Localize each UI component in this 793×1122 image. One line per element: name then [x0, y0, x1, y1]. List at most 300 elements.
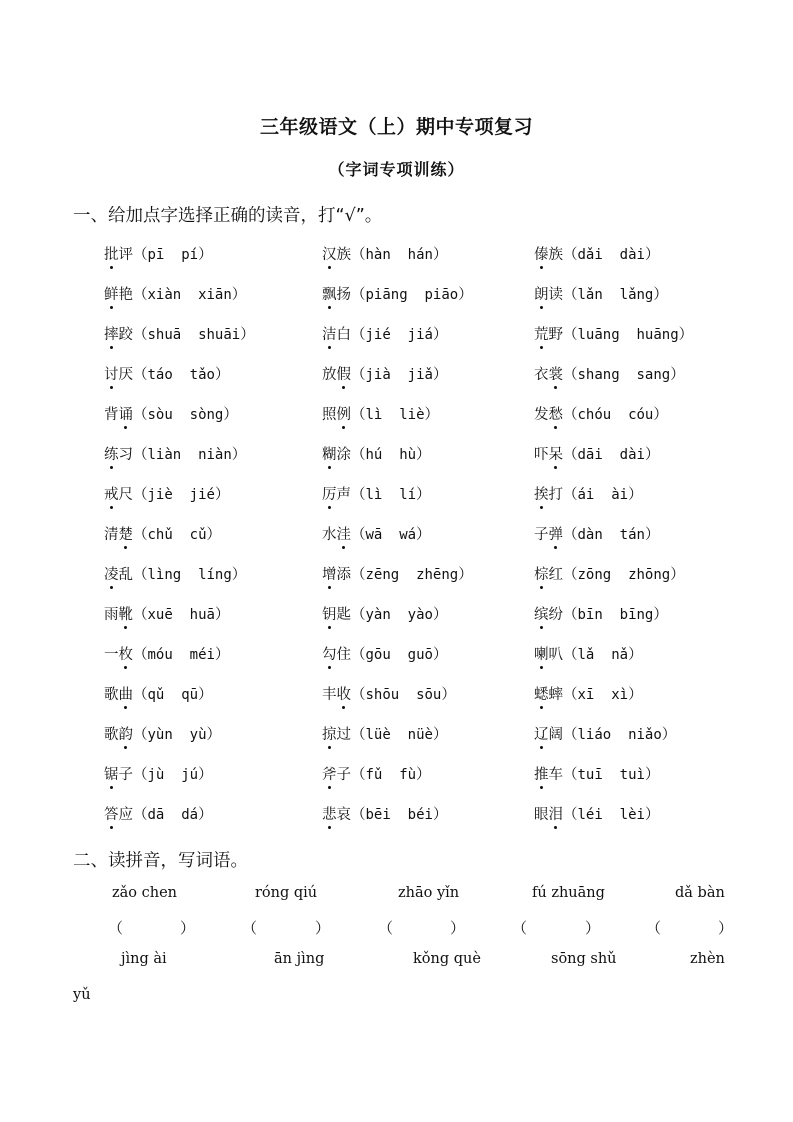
pinyin-options[interactable]: lì liè — [365, 407, 425, 423]
word-char: 扬 — [336, 287, 351, 303]
answer-blank[interactable] — [122, 917, 180, 937]
pronunciation-item — [534, 723, 676, 744]
grid-row — [104, 563, 764, 603]
word-char: 哀 — [336, 807, 351, 823]
word-char: 汉 — [322, 247, 337, 263]
pronunciation-item — [534, 643, 643, 664]
close-paren: ） — [670, 567, 685, 583]
word-char: 蟋 — [534, 687, 549, 703]
pronunciation-item — [104, 323, 255, 344]
grid-row — [104, 523, 764, 563]
word-char: 子 — [118, 767, 133, 783]
pinyin-options[interactable]: móu méi — [147, 647, 215, 663]
open-paren: （ — [351, 807, 366, 823]
pinyin-options[interactable]: fǔ fù — [365, 767, 417, 783]
close-paren: ） — [214, 647, 230, 663]
close-paren: ） — [644, 807, 660, 823]
word-char: 弹 — [548, 527, 563, 543]
pinyin-options[interactable]: tuī tuì — [577, 767, 645, 783]
open-paren: （ — [563, 567, 578, 583]
pinyin-options[interactable]: ái ài — [577, 487, 629, 503]
pinyin-options[interactable]: luāng huāng — [577, 327, 679, 343]
answer-bracket-open: （ — [646, 919, 662, 937]
word-char: 车 — [548, 767, 563, 783]
pronunciation-item — [322, 403, 439, 424]
close-paren: ） — [424, 407, 440, 423]
word-char: 背 — [104, 407, 119, 423]
word-char: 裳 — [548, 367, 563, 383]
pinyin-prompt: dǎ bàn — [675, 885, 725, 901]
open-paren: （ — [133, 327, 148, 343]
word-char: 诵 — [118, 407, 133, 423]
word-char: 假 — [336, 367, 351, 383]
close-paren: ） — [458, 567, 473, 583]
open-paren: （ — [351, 647, 366, 663]
pinyin-options[interactable]: lì lí — [365, 487, 417, 503]
close-paren: ） — [223, 407, 238, 423]
close-paren: ） — [198, 687, 213, 703]
section1-heading: 一、给加点字选择正确的读音，打“√”。 — [73, 206, 383, 226]
pinyin-options[interactable]: lǎ nǎ — [577, 647, 629, 663]
word-char: 添 — [336, 567, 351, 583]
open-paren: （ — [563, 527, 578, 543]
grid-row — [104, 643, 764, 683]
pronunciation-grid — [104, 243, 764, 843]
pinyin-options[interactable]: lüè nüè — [365, 727, 433, 743]
close-paren: ） — [214, 607, 230, 623]
pinyin-prompt: zhèn — [690, 951, 725, 967]
word-char: 声 — [336, 487, 351, 503]
word-char: 子 — [336, 767, 351, 783]
close-paren: ） — [231, 567, 247, 583]
close-paren: ） — [416, 487, 431, 503]
pinyin-options[interactable]: dǎi dài — [577, 247, 645, 263]
word-char: 答 — [104, 807, 119, 823]
pronunciation-item — [322, 443, 431, 464]
pinyin-prompt: zhāo yǐn — [398, 885, 460, 901]
open-paren: （ — [351, 327, 366, 343]
word-char: 乱 — [118, 567, 133, 583]
pinyin-options[interactable]: gōu guō — [365, 647, 433, 663]
word-char: 子 — [534, 527, 549, 543]
open-paren: （ — [351, 407, 366, 423]
close-paren: ） — [644, 247, 660, 263]
pinyin-options[interactable]: bēi béi — [365, 807, 433, 823]
word-char: 勾 — [322, 647, 337, 663]
open-paren: （ — [563, 767, 578, 783]
close-paren: ） — [198, 767, 213, 783]
grid-row — [104, 443, 764, 483]
pinyin-options[interactable]: bīn bīng — [577, 607, 654, 623]
close-paren: ） — [198, 247, 213, 263]
grid-row — [104, 283, 764, 323]
open-paren: （ — [563, 687, 578, 703]
pinyin-prompt: róng qiú — [255, 885, 318, 901]
pronunciation-item — [104, 523, 221, 544]
open-paren: （ — [351, 367, 366, 383]
pronunciation-item — [534, 283, 668, 304]
open-paren: （ — [563, 287, 578, 303]
pronunciation-item — [534, 323, 693, 344]
answer-bracket-close: ） — [180, 919, 196, 937]
word-char: 歌 — [104, 687, 119, 703]
pinyin-options[interactable]: dā dá — [147, 807, 199, 823]
word-char: 棕 — [534, 567, 549, 583]
close-paren: ） — [198, 807, 213, 823]
word-char: 丰 — [322, 687, 337, 703]
word-char: 飘 — [322, 287, 337, 303]
word-char: 增 — [322, 567, 337, 583]
pinyin-options[interactable]: xuē huā — [147, 607, 215, 623]
open-paren: （ — [351, 607, 366, 623]
word-char: 厉 — [322, 487, 337, 503]
pronunciation-item — [104, 363, 229, 384]
word-char: 水 — [322, 527, 337, 543]
open-paren: （ — [351, 247, 366, 263]
word-char: 呆 — [548, 447, 563, 463]
close-paren: ） — [441, 687, 456, 703]
open-paren: （ — [133, 287, 148, 303]
word-char: 摔 — [104, 327, 119, 343]
word-char: 艳 — [118, 287, 133, 303]
word-char: 洼 — [336, 527, 351, 543]
open-paren: （ — [351, 687, 366, 703]
word-char: 读 — [548, 287, 563, 303]
pinyin-options[interactable]: piāng piāo — [365, 287, 459, 303]
grid-row — [104, 723, 764, 763]
close-paren: ） — [240, 327, 255, 343]
pronunciation-item — [534, 803, 659, 824]
pronunciation-item — [104, 563, 246, 584]
pinyin-options[interactable]: lìng líng — [147, 567, 232, 583]
open-paren: （ — [351, 447, 366, 463]
open-paren: （ — [563, 447, 578, 463]
word-char: 推 — [534, 767, 549, 783]
close-paren: ） — [432, 247, 448, 263]
word-char: 纷 — [548, 607, 563, 623]
close-paren: ） — [458, 287, 473, 303]
answer-bracket-close: ） — [585, 919, 601, 937]
word-char: 住 — [336, 647, 351, 663]
pinyin-options[interactable]: jià jiǎ — [365, 367, 433, 383]
word-char: 涂 — [336, 447, 351, 463]
open-paren: （ — [563, 367, 578, 383]
pinyin-options[interactable]: yàn yào — [365, 607, 433, 623]
grid-row — [104, 243, 764, 283]
grid-row — [104, 403, 764, 443]
word-char: 批 — [104, 247, 119, 263]
pronunciation-item — [322, 363, 447, 384]
pinyin-options[interactable]: liáo niǎo — [577, 727, 662, 743]
open-paren: （ — [133, 247, 148, 263]
close-paren: ） — [416, 767, 431, 783]
word-char: 白 — [336, 327, 351, 343]
pinyin-options[interactable]: jù jú — [147, 767, 199, 783]
open-paren: （ — [133, 687, 148, 703]
close-paren: ） — [644, 767, 660, 783]
answer-bracket-open: （ — [378, 919, 394, 937]
grid-row — [104, 603, 764, 643]
pronunciation-item — [322, 483, 431, 504]
close-paren: ） — [206, 527, 222, 543]
close-paren: ） — [628, 487, 643, 503]
word-char: 一 — [104, 647, 119, 663]
open-paren: （ — [563, 647, 578, 663]
word-char: 习 — [118, 447, 133, 463]
pinyin-options[interactable]: léi lèi — [577, 807, 645, 823]
open-paren: （ — [133, 807, 148, 823]
word-char: 例 — [336, 407, 351, 423]
word-char: 衣 — [534, 367, 549, 383]
word-char: 挨 — [534, 487, 549, 503]
word-char: 愁 — [548, 407, 563, 423]
open-paren: （ — [133, 487, 148, 503]
word-char: 戒 — [104, 487, 119, 503]
word-char: 野 — [548, 327, 563, 343]
word-char: 过 — [336, 727, 351, 743]
word-char: 匙 — [336, 607, 351, 623]
close-paren: ） — [670, 367, 685, 383]
pronunciation-item — [534, 603, 668, 624]
pinyin-options[interactable]: shang sang — [577, 367, 671, 383]
close-paren: ） — [644, 527, 660, 543]
grid-row — [104, 483, 764, 523]
pinyin-prompt-wrap: yǔ — [73, 987, 91, 1003]
pinyin-options[interactable]: liàn niàn — [147, 447, 232, 463]
close-paren: ） — [628, 687, 643, 703]
open-paren: （ — [351, 727, 366, 743]
word-char: 掠 — [322, 727, 337, 743]
close-paren: ） — [214, 367, 230, 383]
word-char: 发 — [534, 407, 549, 423]
pinyin-options[interactable]: hàn hán — [365, 247, 433, 263]
word-char: 眼 — [534, 807, 549, 823]
word-char: 照 — [322, 407, 337, 423]
word-char: 辽 — [534, 727, 549, 743]
close-paren: ） — [231, 287, 247, 303]
pronunciation-item — [104, 483, 229, 504]
pinyin-options[interactable]: hú hù — [365, 447, 417, 463]
pronunciation-item — [322, 683, 456, 704]
pinyin-options[interactable]: chǔ cǔ — [147, 527, 207, 543]
pronunciation-item — [322, 803, 447, 824]
close-paren: ） — [432, 727, 448, 743]
word-char: 放 — [322, 367, 337, 383]
pinyin-options[interactable]: yùn yù — [147, 727, 207, 743]
word-char: 傣 — [534, 247, 549, 263]
pronunciation-item — [104, 643, 229, 664]
word-char: 族 — [548, 247, 563, 263]
open-paren: （ — [351, 287, 366, 303]
answer-blank[interactable] — [392, 917, 450, 937]
open-paren: （ — [133, 767, 148, 783]
word-char: 打 — [548, 487, 563, 503]
word-char: 雨 — [104, 607, 119, 623]
pinyin-options[interactable]: zēng zhēng — [365, 567, 459, 583]
close-paren: ） — [628, 647, 643, 663]
word-char: 应 — [118, 807, 133, 823]
word-char: 练 — [104, 447, 119, 463]
word-char: 阔 — [548, 727, 563, 743]
word-char: 枚 — [118, 647, 133, 663]
pronunciation-item — [534, 243, 659, 264]
word-char: 斧 — [322, 767, 337, 783]
close-paren: ） — [653, 287, 668, 303]
word-char: 楚 — [118, 527, 133, 543]
word-char: 荒 — [534, 327, 549, 343]
close-paren: ） — [432, 647, 448, 663]
pinyin-prompt: sōng shǔ — [551, 951, 617, 967]
pronunciation-item — [322, 763, 431, 784]
grid-row — [104, 363, 764, 403]
word-char: 缤 — [534, 607, 549, 623]
pinyin-options[interactable]: dāi dài — [577, 447, 645, 463]
pronunciation-item — [322, 283, 473, 304]
open-paren: （ — [563, 807, 578, 823]
word-char: 钥 — [322, 607, 337, 623]
answer-bracket-open: （ — [512, 919, 528, 937]
pronunciation-item — [104, 683, 213, 704]
close-paren: ） — [416, 527, 431, 543]
open-paren: （ — [133, 447, 148, 463]
pronunciation-item — [104, 283, 246, 304]
open-paren: （ — [351, 567, 366, 583]
word-char: 韵 — [118, 727, 133, 743]
pronunciation-item — [534, 363, 685, 384]
close-paren: ） — [432, 607, 448, 623]
pronunciation-item — [534, 443, 659, 464]
pinyin-options[interactable]: shōu sōu — [365, 687, 442, 703]
word-char: 歌 — [104, 727, 119, 743]
word-char: 尺 — [118, 487, 133, 503]
pronunciation-item — [534, 523, 659, 544]
pronunciation-item — [104, 803, 213, 824]
pronunciation-item — [322, 523, 431, 544]
open-paren: （ — [133, 567, 148, 583]
pinyin-options[interactable]: dàn tán — [577, 527, 645, 543]
word-char: 泪 — [548, 807, 563, 823]
pronunciation-item — [534, 763, 659, 784]
pronunciation-item — [104, 763, 213, 784]
close-paren: ） — [206, 727, 222, 743]
open-paren: （ — [351, 527, 366, 543]
answer-bracket-close: ） — [718, 919, 734, 937]
answer-blank[interactable] — [256, 917, 315, 937]
page-title: 三年级语文（上）期中专项复习 — [259, 116, 533, 138]
pinyin-options[interactable]: xiàn xiān — [147, 287, 232, 303]
open-paren: （ — [133, 607, 148, 623]
open-paren: （ — [563, 327, 578, 343]
close-paren: ） — [661, 727, 677, 743]
word-char: 朗 — [534, 287, 549, 303]
open-paren: （ — [133, 407, 148, 423]
word-char: 悲 — [322, 807, 337, 823]
open-paren: （ — [563, 247, 578, 263]
section2-heading: 二、读拼音，写词语。 — [73, 851, 248, 871]
open-paren: （ — [133, 367, 148, 383]
close-paren: ） — [432, 807, 448, 823]
open-paren: （ — [563, 487, 578, 503]
word-char: 喇 — [534, 647, 549, 663]
pinyin-prompt: kǒng què — [413, 951, 481, 967]
pronunciation-item — [534, 683, 643, 704]
close-paren: ） — [432, 327, 448, 343]
pronunciation-item — [104, 403, 238, 424]
word-char: 靴 — [118, 607, 133, 623]
close-paren: ） — [653, 607, 668, 623]
pronunciation-item — [104, 443, 246, 464]
pronunciation-item — [322, 603, 447, 624]
open-paren: （ — [351, 487, 366, 503]
word-char: 族 — [336, 247, 351, 263]
word-char: 曲 — [118, 687, 133, 703]
pinyin-options[interactable]: pī pí — [147, 247, 199, 263]
pinyin-prompt: zǎo chen — [112, 885, 178, 901]
pinyin-options[interactable]: wā wá — [365, 527, 417, 543]
pinyin-options[interactable]: xī xì — [577, 687, 629, 703]
word-char: 鲜 — [104, 287, 119, 303]
pinyin-options[interactable]: shuā shuāi — [147, 327, 241, 343]
answer-bracket-close: ） — [315, 919, 331, 937]
open-paren: （ — [563, 407, 578, 423]
close-paren: ） — [678, 327, 694, 343]
open-paren: （ — [133, 727, 148, 743]
pinyin-options[interactable]: zōng zhōng — [577, 567, 671, 583]
open-paren: （ — [133, 527, 148, 543]
word-char: 蟀 — [548, 687, 563, 703]
grid-row — [104, 683, 764, 723]
grid-row — [104, 323, 764, 363]
open-paren: （ — [351, 767, 366, 783]
pinyin-options[interactable]: táo tǎo — [147, 367, 215, 383]
pronunciation-item — [534, 483, 643, 504]
pronunciation-item — [104, 243, 213, 264]
pinyin-options[interactable]: jiè jié — [147, 487, 215, 503]
word-char: 红 — [548, 567, 563, 583]
answer-blank[interactable] — [526, 917, 585, 937]
word-char: 凌 — [104, 567, 119, 583]
pronunciation-item — [322, 643, 447, 664]
word-char: 跤 — [118, 327, 133, 343]
open-paren: （ — [563, 607, 578, 623]
grid-row — [104, 763, 764, 803]
pinyin-options[interactable]: qǔ qū — [147, 687, 199, 703]
word-char: 叭 — [548, 647, 563, 663]
pronunciation-item — [534, 563, 685, 584]
answer-bracket-open: （ — [242, 919, 258, 937]
close-paren: ） — [214, 487, 230, 503]
pronunciation-item — [322, 243, 447, 264]
pinyin-options[interactable]: lǎn lǎng — [577, 287, 654, 303]
pinyin-options[interactable]: jié jiá — [365, 327, 433, 343]
pinyin-prompt: fú zhuāng — [532, 885, 605, 901]
pronunciation-item — [104, 723, 221, 744]
close-paren: ） — [416, 447, 431, 463]
answer-blank[interactable] — [660, 917, 718, 937]
page-subtitle: （字词专项训练） — [328, 160, 465, 179]
close-paren: ） — [653, 407, 668, 423]
word-char: 收 — [336, 687, 351, 703]
pinyin-options[interactable]: sòu sòng — [147, 407, 224, 423]
close-paren: ） — [231, 447, 247, 463]
word-char: 评 — [118, 247, 133, 263]
close-paren: ） — [644, 447, 660, 463]
pinyin-options[interactable]: chóu cóu — [577, 407, 654, 423]
word-char: 洁 — [322, 327, 337, 343]
word-char: 吓 — [534, 447, 549, 463]
pronunciation-item — [322, 563, 473, 584]
answer-bracket-open: （ — [108, 919, 124, 937]
